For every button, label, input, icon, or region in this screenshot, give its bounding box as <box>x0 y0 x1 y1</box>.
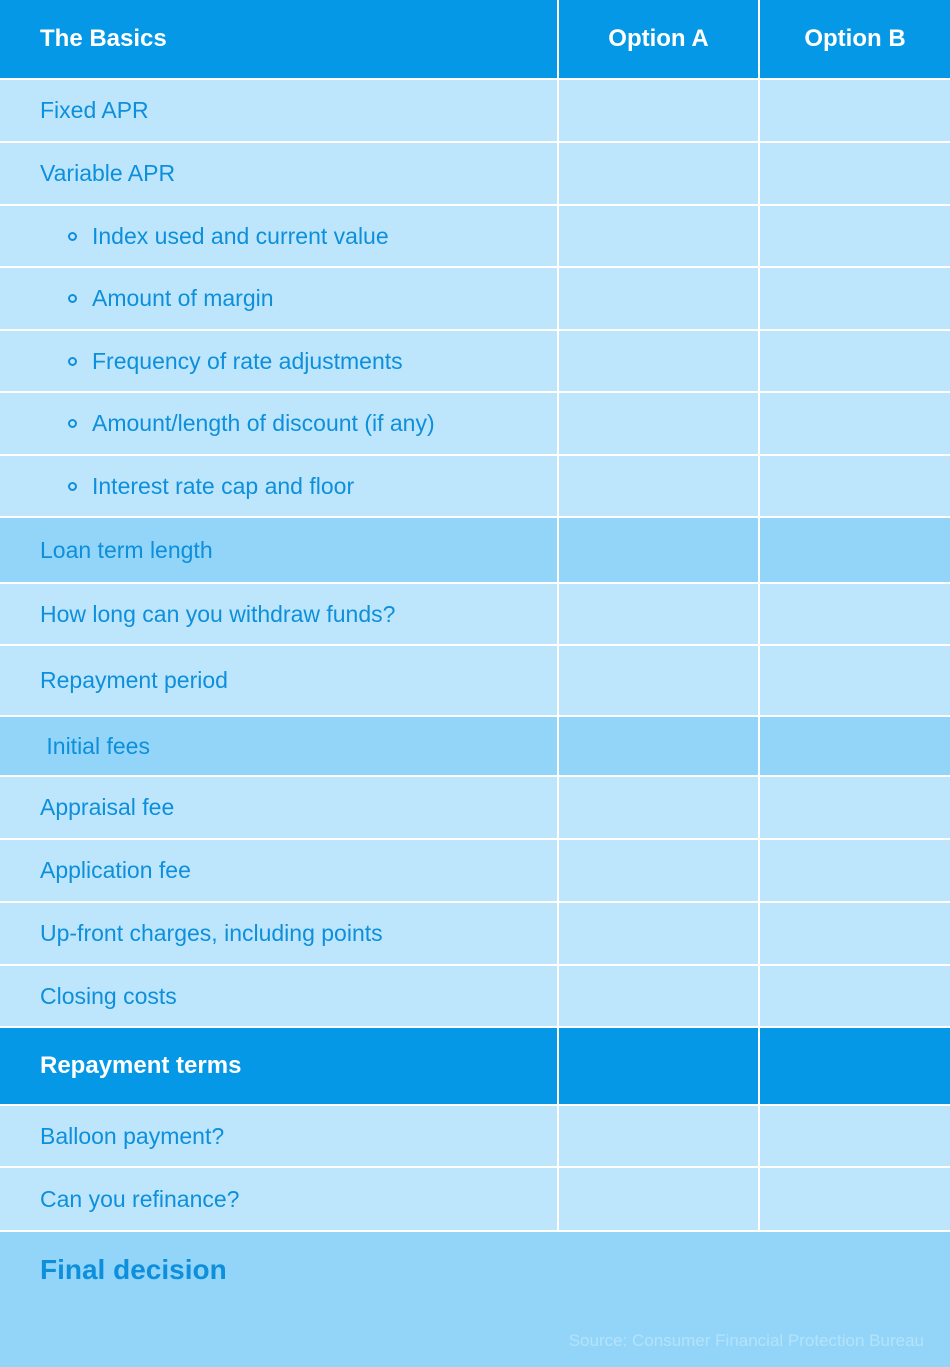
table-row <box>0 584 950 644</box>
option-a-cell <box>559 777 758 838</box>
row-label: Frequency of rate adjustments <box>92 347 403 374</box>
row-label: Loan term length <box>40 536 213 563</box>
header-option-a: Option A <box>559 0 758 78</box>
table-row <box>0 840 950 901</box>
option-a-cell <box>559 331 758 391</box>
bullet-icon <box>68 232 77 241</box>
option-a-cell <box>559 1168 758 1230</box>
option-b-cell <box>760 903 950 964</box>
option-b-cell <box>760 456 950 516</box>
header-option-b: Option B <box>760 0 950 78</box>
option-a-cell <box>559 903 758 964</box>
row-label: Application fee <box>40 857 191 883</box>
option-b-cell <box>760 646 950 715</box>
row-label: Up-front charges, including points <box>40 920 383 946</box>
section-title: Repayment terms <box>40 1052 242 1079</box>
option-b-cell <box>760 518 950 582</box>
table-row <box>0 1106 950 1166</box>
table-row <box>0 268 950 329</box>
option-a-cell <box>559 206 758 266</box>
final-decision-label: Final decision <box>40 1254 227 1285</box>
table-row <box>0 331 950 391</box>
option-a-cell <box>559 966 758 1026</box>
row-label: Fixed APR <box>40 97 149 123</box>
table-row <box>0 393 950 454</box>
option-a-cell <box>559 80 758 141</box>
row-label: Balloon payment? <box>40 1122 225 1149</box>
table-row <box>0 1168 950 1230</box>
row-label: Closing costs <box>40 982 177 1009</box>
table-row <box>0 777 950 838</box>
option-a-cell <box>559 393 758 454</box>
option-b-cell <box>760 1168 950 1230</box>
option-a-cell <box>559 840 758 901</box>
table-header-row <box>0 0 950 78</box>
option-b-cell <box>760 393 950 454</box>
option-a-cell <box>559 1028 758 1104</box>
option-b-cell <box>760 143 950 204</box>
row-label: Amount/length of discount (if any) <box>92 410 435 436</box>
option-b-cell <box>760 268 950 329</box>
footer-panel <box>0 1232 950 1367</box>
option-b-cell <box>760 331 950 391</box>
table-row <box>0 143 950 204</box>
option-b-cell <box>760 717 950 775</box>
option-a-cell <box>559 646 758 715</box>
option-b-cell <box>760 777 950 838</box>
option-b-cell <box>760 1106 950 1166</box>
table-row <box>0 206 950 266</box>
header-title: The Basics <box>0 0 557 78</box>
option-b-cell <box>760 840 950 901</box>
bullet-icon <box>68 294 77 303</box>
bullet-icon <box>68 482 77 491</box>
source-credit: Source: Consumer Financial Protection Bureau <box>568 1331 924 1350</box>
section-row <box>0 518 950 582</box>
table-row <box>0 903 950 964</box>
bullet-icon <box>68 357 77 366</box>
option-b-cell <box>760 80 950 141</box>
table-row <box>0 646 950 715</box>
row-label: How long can you withdraw funds? <box>40 600 396 627</box>
option-b-cell <box>760 584 950 644</box>
option-a-cell <box>559 518 758 582</box>
option-a-cell <box>559 456 758 516</box>
row-label: Repayment period <box>40 667 228 693</box>
section-row <box>0 717 950 775</box>
option-b-cell <box>760 1028 950 1104</box>
row-label: Appraisal fee <box>40 794 175 820</box>
row-label: Initial fees <box>40 732 150 759</box>
row-label: Variable APR <box>40 160 176 186</box>
bullet-icon <box>68 419 77 428</box>
option-b-cell <box>760 966 950 1026</box>
table-row <box>0 80 950 141</box>
option-a-cell <box>559 268 758 329</box>
option-a-cell <box>559 584 758 644</box>
row-label: Interest rate cap and floor <box>92 472 355 499</box>
section-header-row <box>0 1028 950 1104</box>
row-label: Index used and current value <box>92 222 389 249</box>
row-label: Amount of margin <box>92 285 274 311</box>
option-a-cell <box>559 143 758 204</box>
row-label: Can you refinance? <box>40 1185 240 1212</box>
option-a-cell <box>559 1106 758 1166</box>
option-b-cell <box>760 206 950 266</box>
table-row <box>0 456 950 516</box>
table-row <box>0 966 950 1026</box>
option-a-cell <box>559 717 758 775</box>
